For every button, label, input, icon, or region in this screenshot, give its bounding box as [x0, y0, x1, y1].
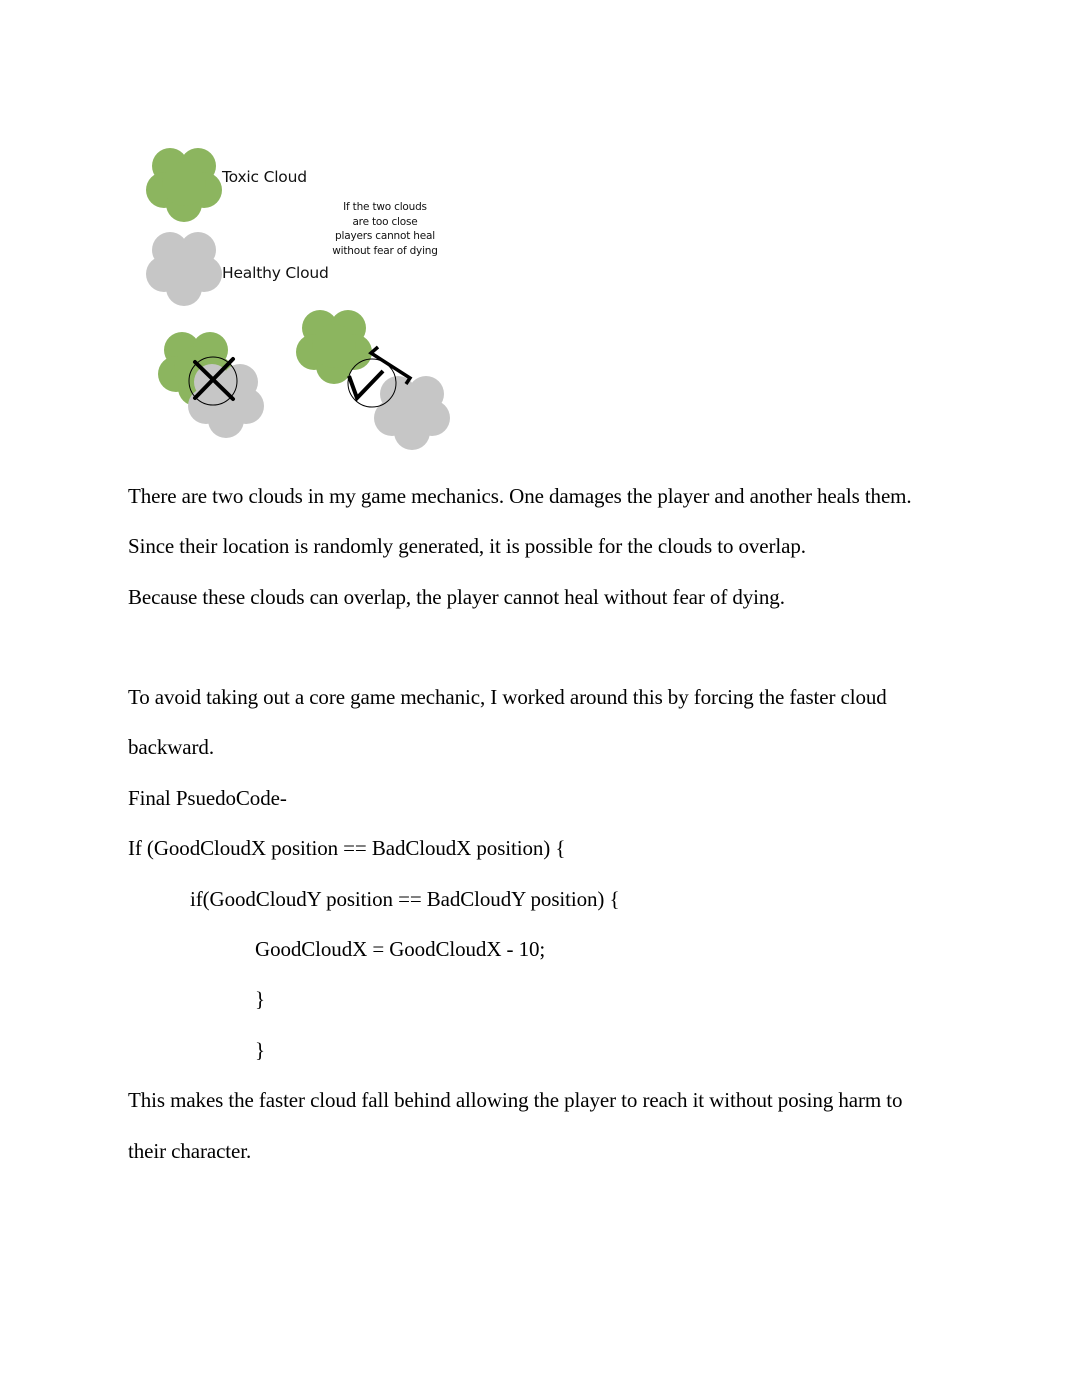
- note-line: are too close: [352, 215, 418, 228]
- diagram-note: [320, 200, 450, 258]
- code-line: }: [255, 987, 265, 1011]
- note-line: without fear of dying: [332, 244, 438, 257]
- note-line: If the two clouds: [343, 201, 427, 213]
- paragraph: There are two clouds in my game mechanics. One damages the player and another heals them.: [128, 484, 912, 508]
- overlap-example: [158, 332, 264, 438]
- code-line: GoodCloudX = GoodCloudX - 10;: [255, 937, 546, 961]
- healthy-cloud-label: Healthy Cloud: [222, 264, 329, 282]
- healthy-cloud-legend-icon: [146, 232, 222, 306]
- code-line: if(GoodCloudY position == BadCloudY position) {: [190, 887, 620, 911]
- note-line: players cannot heal: [335, 230, 435, 242]
- healthy-cloud-icon: [374, 376, 450, 450]
- paragraph: backward.: [128, 735, 214, 759]
- toxic-cloud-legend-icon: [146, 148, 222, 222]
- paragraph: Because these clouds can overlap, the player cannot heal without fear of dying.: [128, 585, 785, 609]
- separated-example: [296, 310, 450, 450]
- toxic-cloud-label: Toxic Cloud: [222, 168, 307, 186]
- cloud-diagram-svg: [140, 140, 470, 460]
- toxic-cloud-icon: [296, 310, 372, 384]
- conclusion: their character.: [128, 1139, 252, 1163]
- paragraph: Since their location is randomly generated, it is possible for the clouds to overlap.: [128, 534, 806, 558]
- pseudocode-heading: Final PsuedoCode-: [128, 786, 287, 810]
- paragraph: To avoid taking out a core game mechanic, I worked around this by forcing the faster cloud: [128, 685, 887, 709]
- conclusion: This makes the faster cloud fall behind allowing the player to reach it without posing harm to: [128, 1088, 903, 1112]
- code-line: If (GoodCloudX position == BadCloudX position) {: [128, 836, 566, 860]
- code-line: }: [255, 1038, 265, 1062]
- cloud-diagram: [140, 140, 470, 460]
